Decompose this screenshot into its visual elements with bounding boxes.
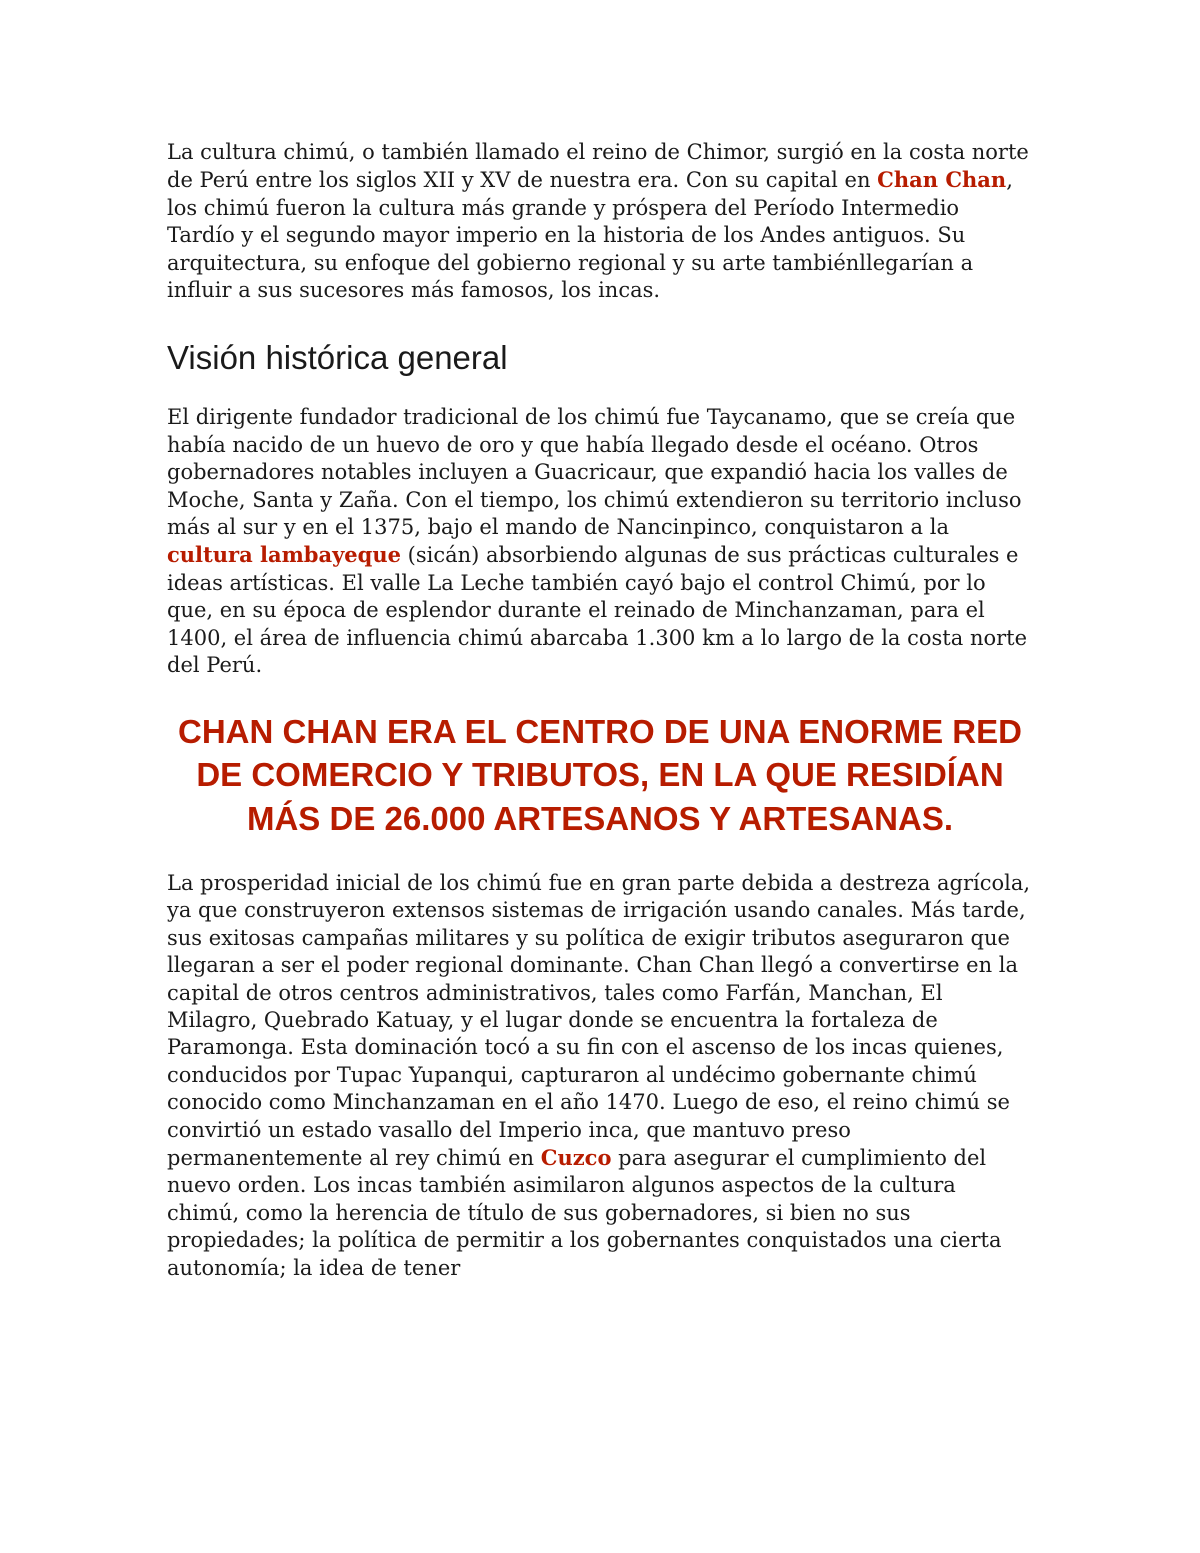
- document-page: [167, 139, 1033, 1282]
- section-heading: Visión histórica general: [167, 339, 508, 377]
- intro-paragraph: [167, 139, 1033, 304]
- intro-text-end: , los chimú fueron la cultura más grande y próspera del Período Intermedio Tardío y el segundo mayor imperio en la historia de los Andes antiguos. Su arquitectura, su enfoque del gobierno regional y su arte tambiénllegarían a influir a sus sucesores más famosos, los incas.: [167, 168, 1013, 303]
- history-paragraph: [167, 404, 1033, 679]
- cuzco-link[interactable]: Cuzco: [540, 1145, 612, 1171]
- prosperity-text-start: La prosperidad inicial de los chimú fue en gran parte debida a destreza agrícola, ya que construyeron extensos sistemas de irrigación usando canales. Más tarde, sus exitosas campañas militares y su política de exigir tributos aseguraron que llegaran a ser el poder regional dominante. Chan Chan llegó a convertirse en la capital de otros centros administrativos, tales como Farfán, Manchan, El Milagro, Quebrado Katuay, y el lugar donde se encuentra la fortaleza de Paramonga. Esta dominación tocó a su fin con el ascenso de los incas quienes, conducidos por Tupac Yupanqui, capturaron al undécimo gobernante chimú conocido como Minchanzaman en el año 1470. Luego de eso, el reino chimú se convirtió un estado vasallo del Imperio inca, que mantuvo preso permanentemente al rey chimú en: [167, 871, 1031, 1171]
- lambayeque-link[interactable]: cultura lambayeque: [167, 542, 401, 568]
- history-text-start: El dirigente fundador tradicional de los chimú fue Taycanamo, que se creía que había nacido de un huevo de oro y que había llegado desde el océano. Otros gobernadores notables incluyen a Guacricaur, que expandió hacia los valles de Moche, Santa y Zaña. Con el tiempo, los chimú extendieron su territorio incluso más al sur y en el 1375, bajo el mando de Nancinpinco, conquistaron a la: [167, 405, 1022, 540]
- intro-text-start: La cultura chimú, o también llamado el reino de Chimor, surgió en la costa norte de Perú entre los siglos XII y XV de nuestra era. Con su capital en: [167, 140, 1029, 193]
- prosperity-text-end: para asegurar el cumplimiento del nuevo orden. Los incas también asimilaron algunos aspectos de la cultura chimú, como la herencia de título de sus gobernadores, si bien no sus propiedades; la política de permitir a los gobernantes conquistados una cierta autonomía; la idea de tener: [167, 1146, 1002, 1280]
- chan-chan-link[interactable]: Chan Chan: [877, 167, 1007, 193]
- history-text-end: (sicán) absorbiendo algunas de sus prácticas culturales e ideas artísticas. El valle La Leche también cayó bajo el control Chimú, por lo que, en su época de esplendor durante el reinado de Minchanzaman, para el 1400, el área de influencia chimú abarcaba 1.300 km a lo largo de la costa norte del Perú.: [167, 543, 1028, 678]
- pull-quote: CHAN CHAN ERA EL CENTRO DE UNA ENORME RED DE COMERCIO Y TRIBUTOS, EN LA QUE RESIDÍAN MÁS DE 26.000 ARTESANOS Y ARTESANAS.: [178, 712, 1022, 837]
- prosperity-paragraph: [167, 870, 1033, 1282]
